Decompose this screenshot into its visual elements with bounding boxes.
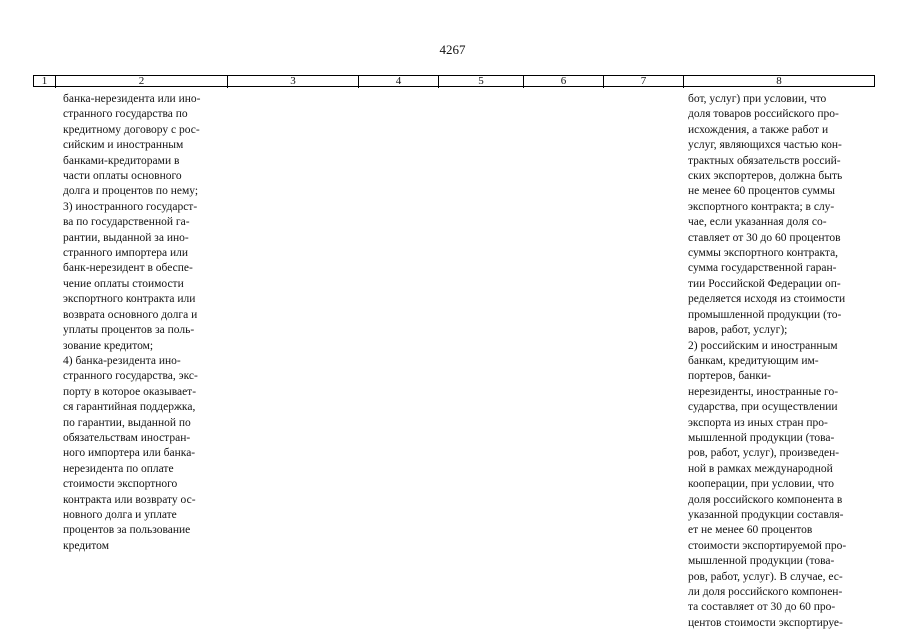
text-line: исхождения, а также работ и xyxy=(688,123,829,136)
text-line: банками-кредиторами в xyxy=(63,154,180,167)
column-2-text xyxy=(63,92,223,554)
text-line: портеров, банки- xyxy=(688,370,771,383)
text-line: ров, работ, услуг), произведен- xyxy=(688,447,840,460)
header-cell-8: 8 xyxy=(776,75,782,87)
page-number: 4267 xyxy=(439,42,466,57)
header-cell-5: 5 xyxy=(439,76,524,88)
text-line: обязательствам иностран- xyxy=(63,431,191,444)
text-line: промышленной продукции (то- xyxy=(688,308,842,321)
text-line: сударства, при осуществлении xyxy=(688,401,838,414)
text-line: мышленной продукции (това- xyxy=(688,431,835,444)
text-line: банкам, кредитующим им- xyxy=(688,354,819,367)
text-line: странного государства по xyxy=(63,108,188,121)
text-line: кредитному договору с рос- xyxy=(63,123,200,136)
text-line: ет не менее 60 процентов xyxy=(688,524,813,537)
text-line: 2) российским и иностранным xyxy=(688,339,838,352)
text-line: сийским и иностранным xyxy=(63,139,184,152)
text-line: доля товаров российского про- xyxy=(688,108,839,121)
text-line: зование кредитом; xyxy=(63,339,154,352)
text-line: части оплаты основного xyxy=(63,170,182,183)
text-line: чение оплаты стоимости xyxy=(63,277,184,290)
text-line: указанной продукции составля- xyxy=(688,508,844,521)
text-line: ся гарантийная поддержка, xyxy=(63,401,196,414)
header-cell-2: 2 xyxy=(56,76,228,88)
header-cell-7: 7 xyxy=(604,76,684,88)
text-line: странного государства, экс- xyxy=(63,370,198,383)
header-cell-6: 6 xyxy=(524,76,604,88)
text-line: ских экспортеров, должна быть xyxy=(688,170,843,183)
text-line: услуг, являющихся частью кон- xyxy=(688,139,842,152)
header-cell-3: 3 xyxy=(228,76,359,88)
text-line: стоимости экспортируемой про- xyxy=(688,539,847,552)
text-line: рантии, выданной за ино- xyxy=(63,231,189,244)
text-line: варов, работ, услуг); xyxy=(688,324,788,337)
text-line: 4) банка-резидента ино- xyxy=(63,354,181,367)
text-line: ставляет от 30 до 60 процентов xyxy=(688,231,841,244)
text-line: кредитом xyxy=(63,539,109,552)
text-line: странного импортера или xyxy=(63,247,189,260)
text-line: контракта или возврату ос- xyxy=(63,493,196,506)
text-line: банк-нерезидент в обеспе- xyxy=(63,262,193,275)
text-line: долга и процентов по нему; xyxy=(63,185,199,198)
text-line: чае, если указанная доля со- xyxy=(688,216,827,229)
text-line: порту в которое оказывает- xyxy=(63,385,197,398)
text-line: та составляет от 30 до 60 про- xyxy=(688,601,836,614)
text-line: стоимости экспортного xyxy=(63,478,178,491)
text-line: ределяется исходя из стоимости xyxy=(688,293,846,306)
text-line: банка-нерезидента или ино- xyxy=(63,93,201,105)
text-line: трактных обязательств россий- xyxy=(688,154,841,167)
column-8-text xyxy=(688,92,868,631)
text-line: новного долга и уплате xyxy=(63,508,177,521)
text-line: доля российского компонента в xyxy=(688,493,843,506)
text-line: экспортного контракта; в слу- xyxy=(688,200,835,213)
text-line: уплаты процентов за поль- xyxy=(63,324,195,337)
text-line: сумма государственной гаран- xyxy=(688,262,837,275)
text-line: ного импортера или банка- xyxy=(63,447,196,460)
header-cell-4: 4 xyxy=(359,76,439,88)
text-line: 3) иностранного государст- xyxy=(63,200,198,213)
text-line: нерезидента по оплате xyxy=(63,462,174,475)
text-line: мышленной продукции (това- xyxy=(688,555,835,568)
text-line: возврата основного долга и xyxy=(63,308,198,321)
text-line: бот, услуг) при условии, что xyxy=(688,93,827,105)
text-line: не менее 60 процентов суммы xyxy=(688,185,835,198)
text-line: нерезиденты, иностранные го- xyxy=(688,385,839,398)
text-line: кооперации, при условии, что xyxy=(688,478,835,491)
text-line: суммы экспортного контракта, xyxy=(688,247,839,260)
text-line: ров, работ, услуг). В случае, ес- xyxy=(688,570,843,583)
text-line: тии Российской Федерации оп- xyxy=(688,277,841,290)
header-cell-1: 1 xyxy=(34,76,56,88)
text-line: ли доля российского компонен- xyxy=(688,586,843,598)
table-header-row xyxy=(33,75,875,87)
text-line: экспортного контракта или xyxy=(63,293,196,306)
text-line: по гарантии, выданной по xyxy=(63,416,191,429)
text-line: центов стоимости экспортируе- xyxy=(688,616,843,629)
text-line: экспорта из иных стран про- xyxy=(688,416,828,429)
text-line: ва по государственной га- xyxy=(63,216,190,229)
text-line: ной в рамках международной xyxy=(688,462,833,475)
text-line: процентов за пользование xyxy=(63,524,191,537)
